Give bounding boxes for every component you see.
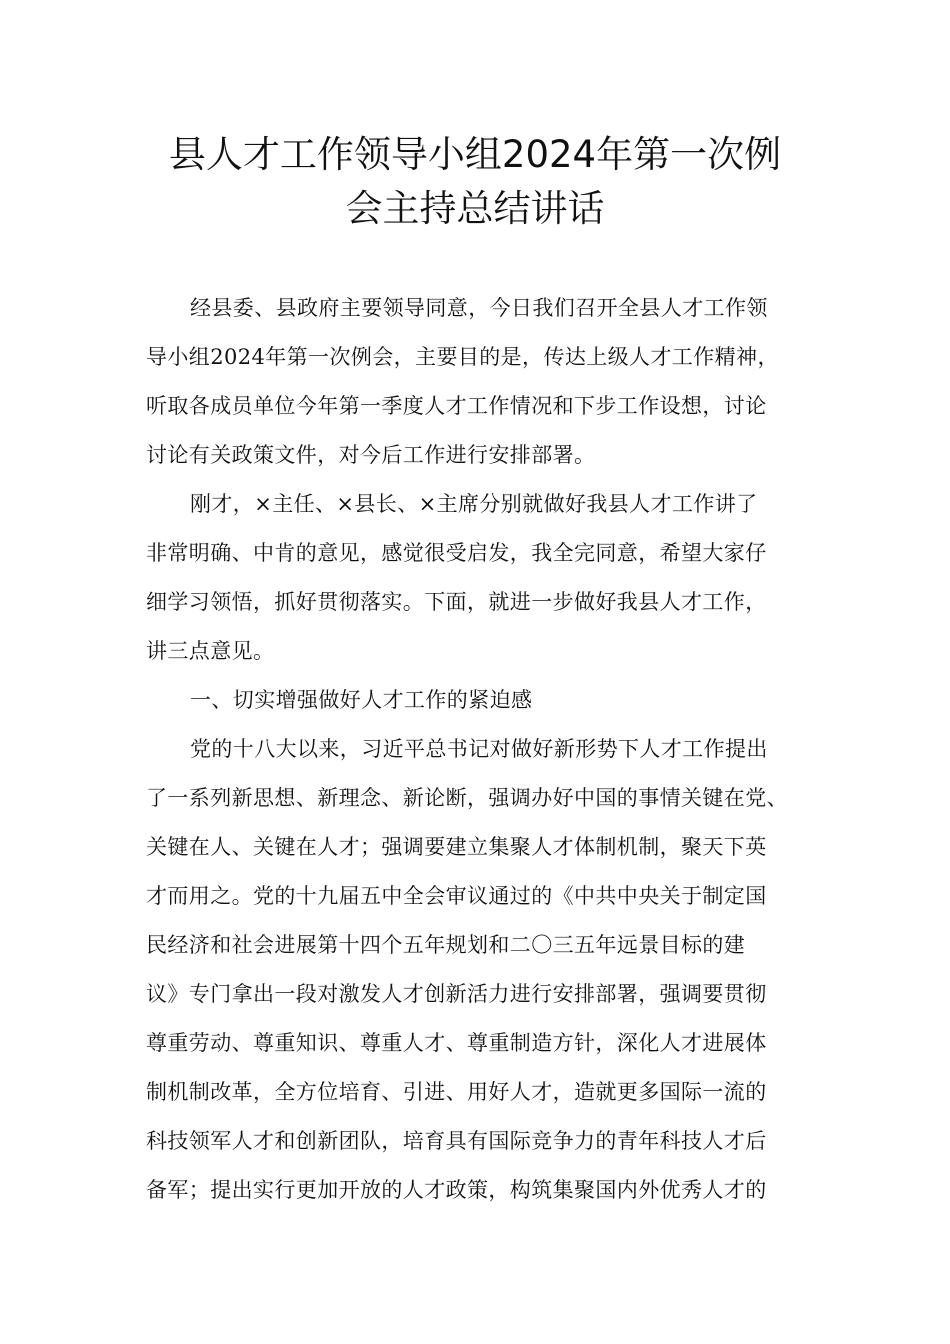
text-line: 导小组2024年第一次例会，主要目的是，传达上级人才工作精神， (146, 345, 779, 369)
text-line: 关键在人、关键在人才；强调要建立集聚人才体制机制，聚天下英 (146, 835, 767, 859)
text-line: 非常明确、中肯的意见，感觉很受启发，我全完同意，希望大家仔 (146, 541, 767, 565)
text-line: 讨论有关政策文件，对今后工作进行安排部署。 (146, 443, 596, 467)
text-line: 备军；提出实行更加开放的人才政策，构筑集聚国内外优秀人才的 (146, 1178, 767, 1202)
text-line: 一、切实增强做好人才工作的紧迫感 (190, 688, 533, 712)
text-line: 尊重劳动、尊重知识、尊重人才、尊重制造方针，深化人才进展体 (146, 1031, 767, 1055)
text-line: 才而用之。党的十九届五中全会审议通过的《中共中央关于制定国 (146, 884, 767, 908)
text-line: 议》专门拿出一段对激发人才创新活力进行安排部署，强调要贯彻 (146, 982, 767, 1006)
text-line: 了一系列新思想、新理念、新论断，强调办好中国的事情关键在党、 (146, 786, 788, 810)
text-line: 制机制改革，全方位培育、引进、用好人才，造就更多国际一流的 (146, 1080, 767, 1104)
text-line: 经县委、县政府主要领导同意，今日我们召开全县人才工作领 (190, 296, 768, 320)
title-line-1: 县人才工作领导小组2024年第一次例 (168, 133, 782, 176)
text-line: 刚才，×主任、×县长、×主席分别就做好我县人才工作讲了 (190, 492, 758, 516)
text-line: 科技领军人才和创新团队，培育具有国际竞争力的青年科技人才后 (146, 1129, 767, 1153)
text-line: 听取各成员单位今年第一季度人才工作情况和下步工作设想，讨论 (146, 394, 767, 418)
document-title (60, 128, 890, 236)
text-line: 民经济和社会进展第十四个五年规划和二〇三五年远景目标的建 (146, 933, 746, 957)
text-line: 讲三点意见。 (146, 639, 275, 663)
text-line: 党的十八大以来，习近平总书记对做好新形势下人才工作提出 (190, 737, 768, 761)
document-body (146, 284, 836, 1215)
text-line: 细学习领悟，抓好贯彻落实。下面，就进一步做好我县人才工作， (146, 590, 767, 614)
title-line-2: 会主持总结讲话 (345, 187, 605, 230)
